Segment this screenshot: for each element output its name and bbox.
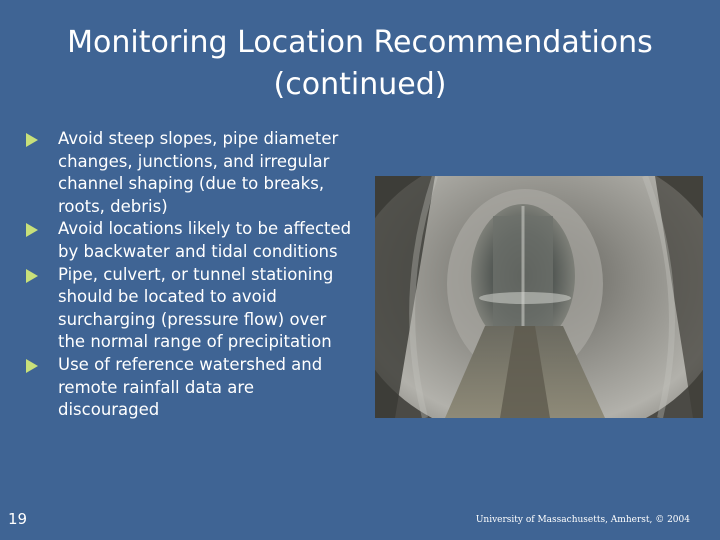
bullet-item	[22, 218, 352, 263]
bullet-item	[22, 264, 352, 354]
bullet-list	[22, 128, 352, 422]
bullet-arrow-icon	[26, 223, 38, 237]
pipe-interior-image	[375, 176, 703, 418]
slide-title	[20, 22, 700, 106]
bullet-text: Use of reference watershed and remote rainfall data are discouraged	[58, 354, 323, 420]
bullet-arrow-icon	[26, 269, 38, 283]
slide-title-line-1: Monitoring Location Recommendations	[67, 25, 653, 60]
bullet-arrow-icon	[26, 359, 38, 373]
bullet-item	[22, 128, 352, 218]
bullet-item	[22, 354, 352, 422]
bullet-arrow-icon	[26, 133, 38, 147]
slide-number: 19	[8, 510, 28, 528]
bullet-text: Avoid steep slopes, pipe diameter changes, junctions, and irregular channel shaping (due to breaks, roots, debris)	[58, 129, 339, 216]
pipe-interior-photo	[375, 176, 703, 418]
bullet-text: Avoid locations likely to be affected by backwater and tidal conditions	[58, 219, 352, 261]
slide-title-line-2: (continued)	[273, 67, 447, 102]
bullet-text: Pipe, culvert, or tunnel stationing should be located to avoid surcharging (pressure flow) over the normal range of precipitation	[58, 264, 334, 352]
footer-copyright: University of Massachusetts, Amherst, © 2004	[475, 515, 690, 525]
